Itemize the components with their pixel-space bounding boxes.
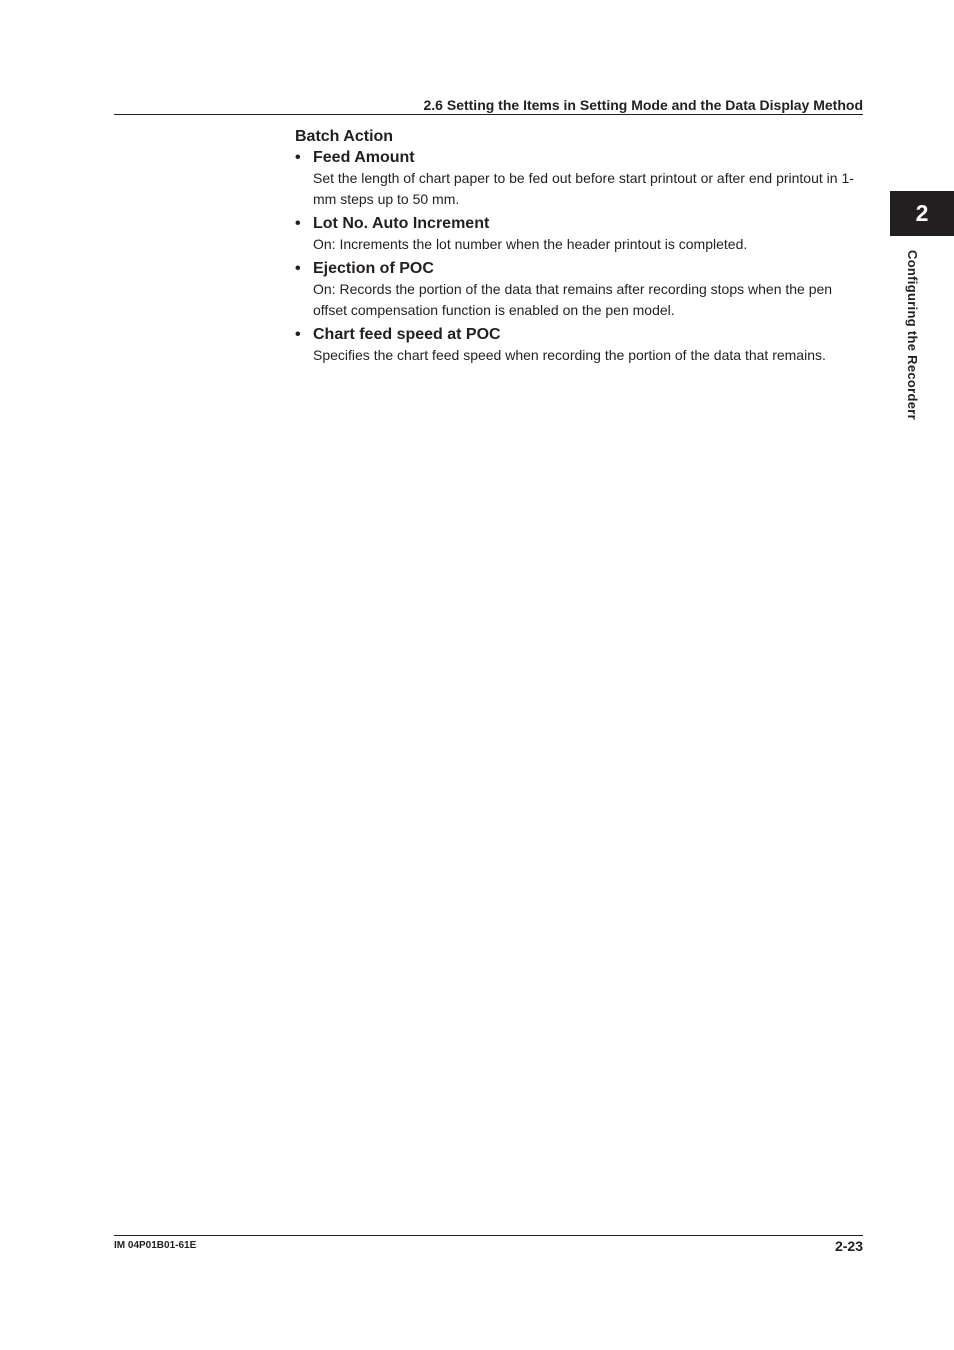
- bullet-icon: •: [295, 215, 301, 232]
- section-title: Batch Action: [295, 128, 394, 145]
- item-heading-text: Chart feed speed at POC: [313, 326, 501, 343]
- item-heading-text: Lot No. Auto Increment: [313, 215, 490, 232]
- list-item: [295, 148, 865, 210]
- doc-number: IM 04P01B01-61E: [114, 1240, 197, 1251]
- bullet-icon: •: [295, 326, 301, 343]
- item-heading: [295, 214, 865, 234]
- bullet-icon: •: [295, 149, 301, 166]
- item-description: Specifies the chart feed speed when recording the portion of the data that remains.: [313, 347, 826, 363]
- item-heading: [295, 148, 865, 168]
- item-heading: [295, 259, 865, 279]
- item-description: On: Records the portion of the data that remains after recording stops when the pen offset compensation function is enabled on the pen model.: [313, 281, 833, 318]
- item-heading-text: Ejection of POC: [313, 260, 434, 277]
- chapter-number: 2: [915, 200, 929, 226]
- item-description: Set the length of chart paper to be fed out before start printout or after end printout in 1-mm steps up to 50 mm.: [313, 170, 854, 207]
- page-number: 2-23: [834, 1238, 863, 1254]
- chapter-tab: [890, 191, 954, 236]
- item-heading-text: Feed Amount: [313, 149, 415, 166]
- running-header: 2.6 Setting the Items in Setting Mode and the Data Display Method: [423, 97, 863, 113]
- header-rule: [114, 114, 863, 115]
- list-item: [295, 325, 865, 366]
- footer-rule: [114, 1235, 863, 1236]
- bullet-icon: •: [295, 260, 301, 277]
- list-item: [295, 259, 865, 321]
- chapter-title-vertical: Configuring the Recorderr: [905, 250, 920, 421]
- item-description: On: Increments the lot number when the header printout is completed.: [313, 236, 748, 252]
- main-content: [295, 127, 865, 370]
- item-heading: [295, 325, 865, 345]
- list-item: [295, 214, 865, 255]
